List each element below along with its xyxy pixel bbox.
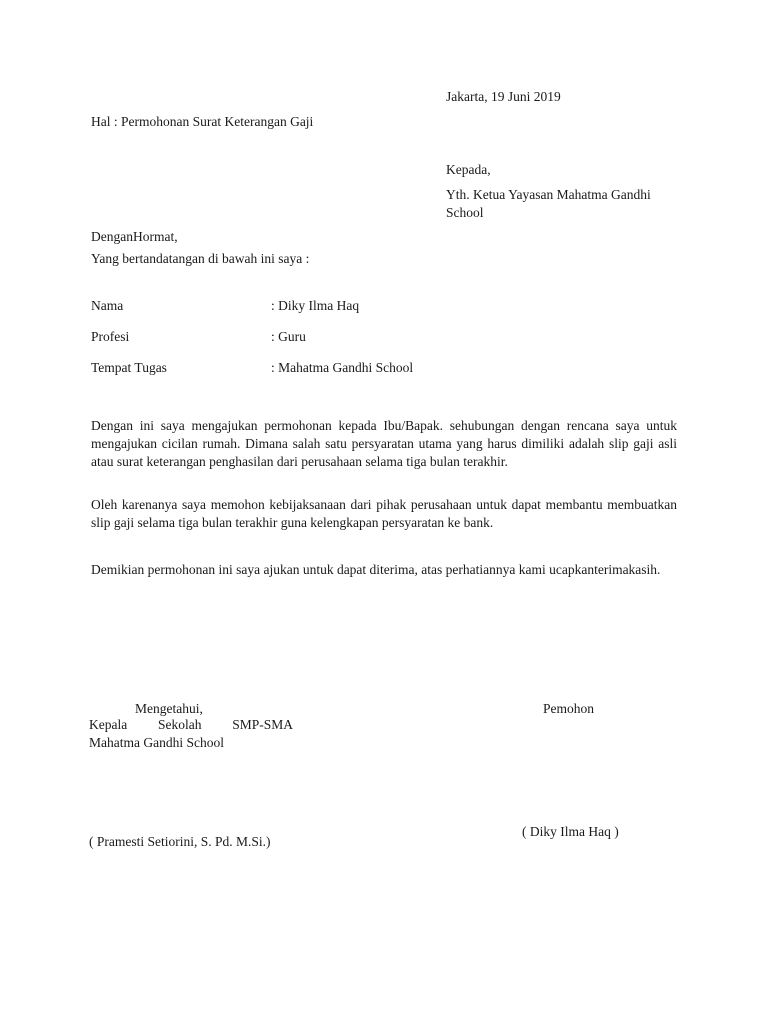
body-paragraph-1: Dengan ini saya mengajukan permohonan kepada Ibu/Bapak. sehubungan dengan rencana saya untuk mengajukan cicilan rumah. Dimana salah satu persyaratan utama yang harus dimiliki adalah slip gaji asli atau surat keterangan penghasilan dari perusahaan selama tiga bulan terakhir. [91, 418, 677, 469]
intro-line: Yang bertandatangan di bawah ini saya : [91, 251, 310, 266]
applicant-label: Pemohon [543, 701, 595, 716]
field-label-tempat-tugas: Tempat Tugas [91, 360, 167, 375]
field-value-nama: : Diky Ilma Haq [271, 298, 360, 313]
field-label-profesi: Profesi [91, 329, 130, 344]
letter-subject: Hal : Permohonan Surat Keterangan Gaji [91, 114, 314, 129]
known-by-label: Mengetahui, [135, 701, 203, 716]
applicant-name: ( Diky Ilma Haq ) [522, 824, 619, 839]
letter-date: Jakarta, 19 Juni 2019 [446, 89, 561, 104]
recipient-greeting: Kepada, [446, 162, 491, 177]
field-value-tempat-tugas: : Mahatma Gandhi School [271, 360, 414, 375]
salutation: DenganHormat, [91, 229, 178, 244]
field-value-profesi: : Guru [271, 329, 306, 344]
body-paragraph-3: Demikian permohonan ini saya ajukan untuk dapat diterima, atas perhatiannya kami ucapkanterimakasih. [91, 562, 661, 577]
recipient-address: Yth. Ketua Yayasan Mahatma Gandhi School [446, 187, 651, 220]
principal-title: Kepala Sekolah SMP-SMA [89, 717, 293, 732]
body-paragraph-2: Oleh karenanya saya memohon kebijaksanaan dari pihak perusahaan untuk dapat membantu membuatkan slip gaji selama tiga bulan terakhir guna kelengkapan persyaratan ke bank. [91, 497, 677, 530]
principal-name: ( Pramesti Setiorini, S. Pd. M.Si.) [89, 834, 271, 849]
field-label-nama: Nama [91, 298, 124, 313]
principal-school: Mahatma Gandhi School [89, 735, 224, 750]
